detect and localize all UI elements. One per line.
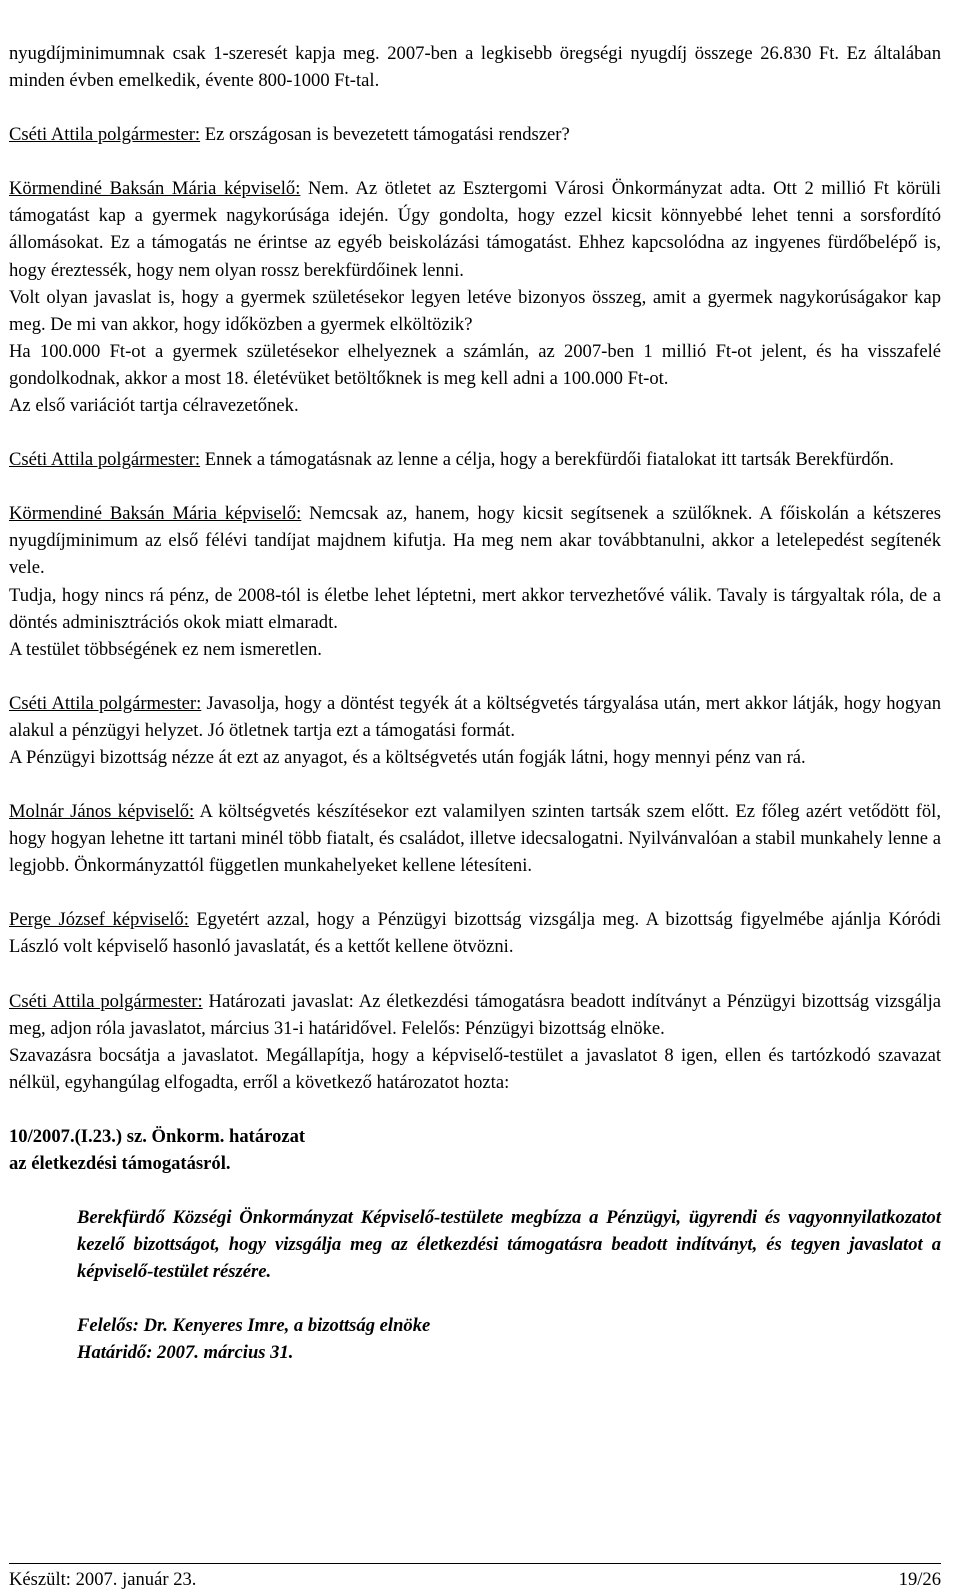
paragraph: Ha 100.000 Ft-ot a gyermek születésekor elhelyeznek a számlán, az 2007-ben 1 millió Ft-ot jelent, és ha visszafelé gondolkodnak, akkor a most 18. életévüket betöltőknek is meg kell adni a 100.000 Ft-ot.	[9, 340, 941, 389]
paragraph	[9, 798, 941, 879]
speaker-name: Cséti Attila polgármester:	[9, 692, 202, 714]
speaker-name: Körmendiné Baksán Mária képviselő:	[9, 503, 302, 525]
resolution-body: Berekfürdő Községi Önkormányzat Képviselő-testülete megbízza a Pénzügyi, ügyrendi és vagyonnyilatkozatot kezelő bizottságot, hogy vizsgálja meg az életkezdési támogatásra beadott indítványt, és tegyen javaslatot a képviselő-testület részére.	[77, 1207, 941, 1283]
speaker-name: Cséti Attila polgármester:	[9, 124, 201, 146]
page-footer	[9, 1563, 941, 1592]
paragraph: Szavazásra bocsátja a javaslatot. Megállapítja, hogy a képviselő-testület a javaslatot 8 igen, ellen és tartózkodó szavazat nélkül, egyhangúlag elfogadta, erről a következő határozatot hozta:	[9, 1044, 941, 1093]
footer-created-date: Készült: 2007. január 23.	[9, 1569, 197, 1590]
speech-text: Egyetért azzal, hogy a Pénzügyi bizottság vizsgálja meg. A bizottság figyelmébe ajánlja Kóródi László volt képviselő hasonló javaslatát, és a kettőt kellene ötvözni.	[9, 909, 941, 958]
paragraph	[9, 988, 941, 1042]
speaker-name: Körmendiné Baksán Mária képviselő:	[9, 178, 301, 200]
paragraph	[9, 121, 941, 148]
resolution-number: 10/2007.(I.23.) sz. Önkorm. határozat	[9, 1125, 306, 1147]
paragraph: Tudja, hogy nincs rá pénz, de 2008-tól is életbe lehet léptetni, mert akkor tervezhetővé válik. Tavaly is tárgyaltak róla, de a döntés adminisztrációs okok miatt elmaradt.	[9, 584, 941, 633]
paragraph	[9, 500, 941, 581]
paragraph	[9, 175, 941, 283]
speech-text: Ez országosan is bevezetett támogatási rendszer?	[200, 124, 570, 146]
paragraph	[9, 906, 941, 960]
speaker-name: Cséti Attila polgármester:	[9, 990, 203, 1012]
paragraph: Volt olyan javaslat is, hogy a gyermek születésekor legyen letéve bizonyos összeg, amit a gyermek nagykorúságakor kap meg. De mi van akkor, hogy időközben a gyermek elköltözik?	[9, 286, 941, 335]
speaker-name: Perge József képviselő:	[9, 909, 189, 931]
speech-text: Határozati javaslat: Az életkezdési támogatásra beadott indítványt a Pénzügyi bizottság vizsgálja meg, adjon róla javaslatot, március 31-i határidővel. Felelős: Pénzügyi bizottság elnöke.	[9, 990, 941, 1039]
paragraph	[9, 690, 941, 744]
resolution-deadline: Határidő: 2007. március 31.	[77, 1342, 294, 1364]
speech-text: Ennek a támogatásnak az lenne a célja, hogy a berekfürdői fiatalokat itt tartsák Berekfürdőn.	[200, 449, 894, 471]
paragraph	[9, 446, 941, 473]
paragraph: nyugdíjminimumnak csak 1-szeresét kapja meg. 2007-ben a legkisebb öregségi nyugdíj összege 26.830 Ft. Ez általában minden évben emelkedik, évente 800-1000 Ft-tal.	[9, 43, 941, 92]
paragraph: A testület többségének ez nem ismeretlen.	[9, 638, 322, 660]
paragraph: A Pénzügyi bizottság nézze át ezt az anyagot, és a költségvetés után fogják látni, hogy mennyi pénz van rá.	[9, 746, 806, 768]
resolution-subject: az életkezdési támogatásról.	[9, 1153, 231, 1174]
paragraph: Az első variációt tartja célravezetőnek.	[9, 395, 299, 417]
speaker-name: Cséti Attila polgármester:	[9, 449, 201, 471]
speech-text: A költségvetés készítésekor ezt valamilyen szinten tartsák szem előtt. Ez főleg azért vetődött föl, hogy hogyan lehetne itt tartani minél több fiatalt, és családot, illetve idecsalogatni. Nyilvánvalóan a stabil munkahely lenne a legjobb. Önkormányzattól független munkahelyeket kellene létesíteni.	[9, 801, 941, 877]
speech-text: Nem. Az ötletet az Esztergomi Városi Önkormányzat adta. Ott 2 millió Ft körüli támogatást kap a gyermek nagykorúsága idején. Úgy gondolta, hogy ezzel kicsit könnyebbé lehet tenni a sorsfordító állomásokat. Ez a támogatás ne érintse az egyéb beiskolázási támogatást. Ehhez kapcsolódna az ingyenes fürdőbelépő is, hogy éreztessék, hogy nem olyan rossz berekfürdőinek lenni.	[9, 178, 941, 281]
resolution-responsible: Felelős: Dr. Kenyeres Imre, a bizottság elnöke	[77, 1315, 431, 1337]
speech-text: Javasolja, hogy a döntést tegyék át a költségvetés tárgyalása után, mert akkor látják, hogy hogyan alakul a pénzügyi helyzet. Jó ötletnek tartja ezt a támogatási formát.	[9, 692, 941, 741]
footer-page-number: 19/26	[898, 1569, 941, 1590]
document-body	[9, 40, 941, 1367]
speaker-name: Molnár János képviselő:	[9, 801, 195, 823]
speech-text: Nemcsak az, hanem, hogy kicsit segítsenek a szülőknek. A főiskolán a kétszeres nyugdíjminimum az első félévi tandíjat majdnem kifutja. Ha meg nem akar továbbtanulni, akkor a letelepedést segítenék vele.	[9, 503, 942, 579]
